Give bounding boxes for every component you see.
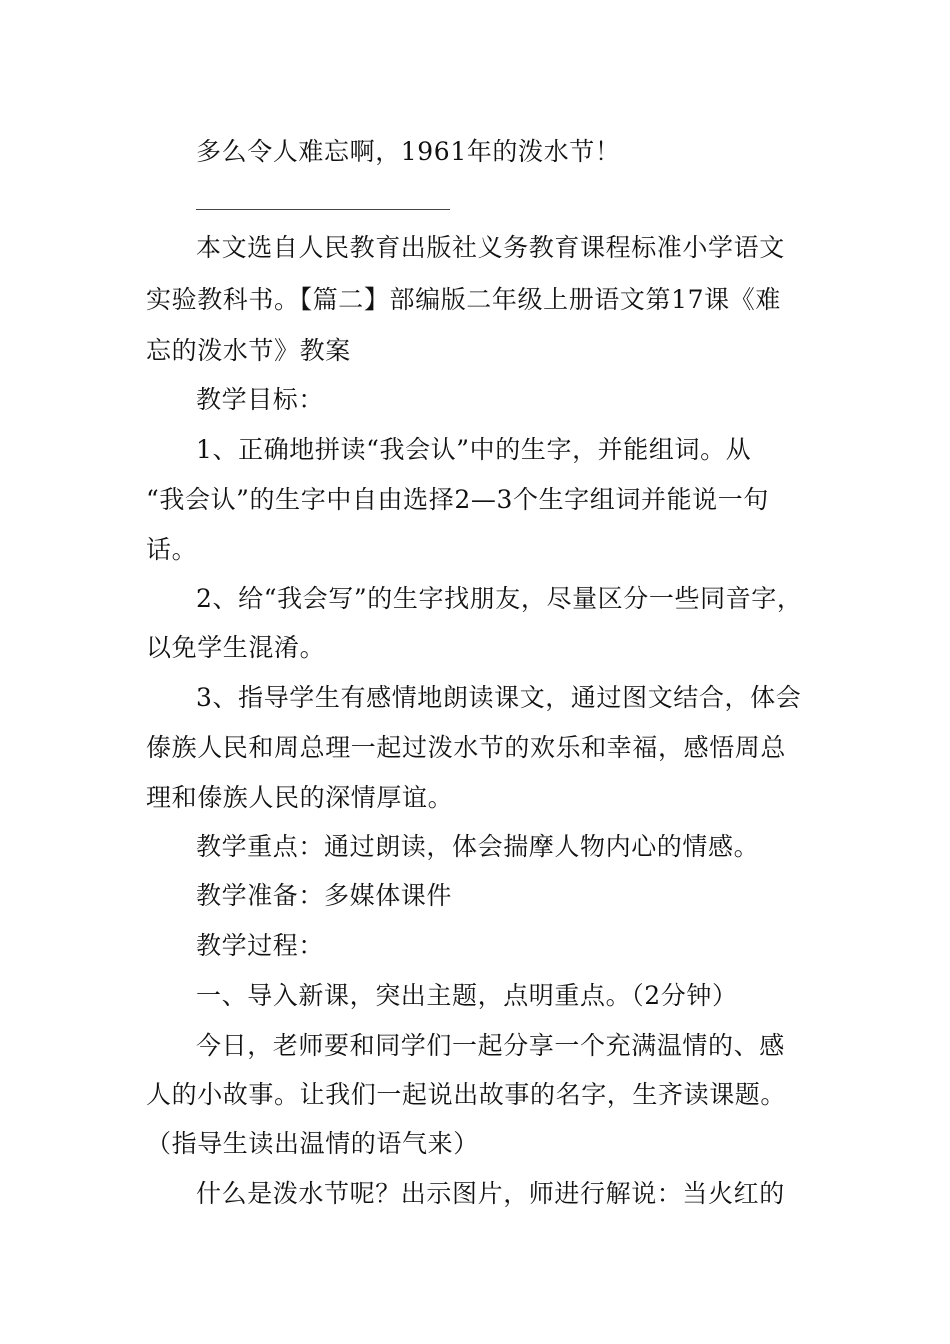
- question-line: 什么是泼水节呢？出示图片，师进行解说：当火红的: [196, 1179, 785, 1208]
- step-1: 一、导入新课，突出主题，点明重点。（2分钟）: [196, 981, 738, 1010]
- objective-1-line-3: 话。: [146, 535, 198, 564]
- objective-1-line-2: “我会认”的生字中自由选择2—3个生字组词并能说一句: [146, 485, 769, 514]
- objective-2-line-1: 2、给“我会写”的生字找朋友，尽量区分一些同音字，: [196, 584, 803, 613]
- process-heading: 教学过程：: [196, 931, 325, 960]
- intro-line-3: （指导生读出温情的语气来）: [146, 1129, 479, 1158]
- objectives-heading: 教学目标：: [196, 385, 325, 414]
- objective-2-line-2: 以免学生混淆。: [146, 633, 326, 662]
- source-note-line-1: 本文选自人民教育出版社义务教育课程标准小学语文: [196, 233, 785, 262]
- intro-line-2: 人的小故事。让我们一起说出故事的名字，生齐读课题。: [146, 1080, 787, 1109]
- objective-3-line-3: 理和傣族人民的深情厚谊。: [146, 783, 454, 812]
- objective-1-line-1: 1、正确地拼读“我会认”中的生字，并能组词。从: [196, 435, 752, 464]
- objective-3-line-2: 傣族人民和周总理一起过泼水节的欢乐和幸福，感悟周总: [146, 733, 787, 762]
- intro-line-1: 今日，老师要和同学们一起分享一个充满温情的、感: [196, 1031, 785, 1060]
- preparation: 教学准备：多媒体课件: [196, 881, 453, 910]
- closing-line: 多么令人难忘啊，1961年的泼水节！: [196, 137, 621, 166]
- source-note-line-2: 实验教科书。【篇二】部编版二年级上册语文第17课《难: [146, 285, 781, 314]
- objective-3-line-1: 3、指导学生有感情地朗读课文，通过图文结合，体会: [196, 683, 802, 712]
- separator-rule: [196, 209, 450, 210]
- source-note-line-3: 忘的泼水节》教案: [146, 336, 351, 365]
- key-point: 教学重点：通过朗读，体会揣摩人物内心的情感。: [196, 832, 760, 861]
